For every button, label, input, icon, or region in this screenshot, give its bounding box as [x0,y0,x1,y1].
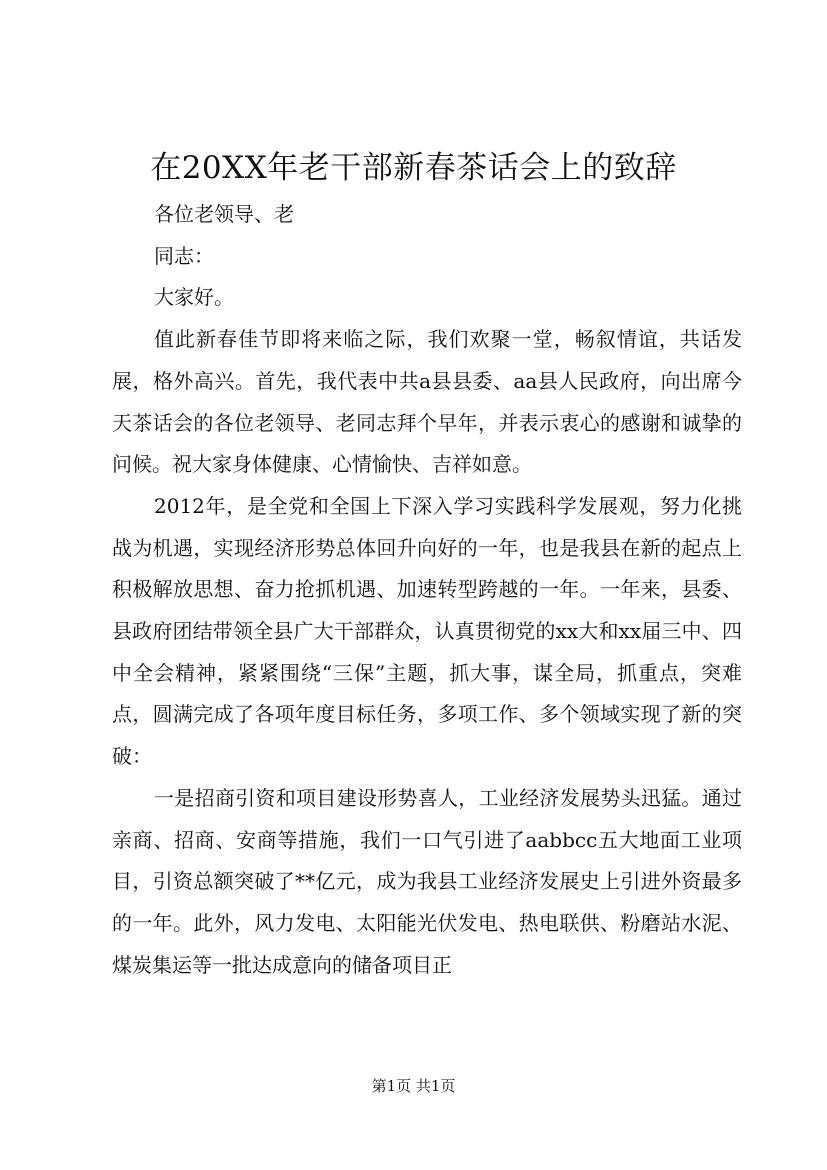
document-title: 在20XX年老干部新春茶话会上的致辞 [150,150,677,186]
greeting: 大家好。 [154,285,234,310]
paragraph-opening: 值此新春佳节即将来临之际，我们欢聚一堂，畅叙情谊，共话发展，格外高兴。首先，我代表中共a县县委、aa县人民政府，向出席今天茶话会的各位老领导、老同志拜个早年，并表示衷心的感谢和诚挚的问候。祝大家身体健康、心情愉快、吉祥如意。 [112,327,742,477]
paragraph-year-review: 2012年，是全党和全国上下深入学习实践科学发展观，努力化挑战为机遇，实现经济形势总体回升向好的一年，也是我县在新的起点上积极解放思想、奋力抢抓机遇、加速转型跨越的一年。一年来，县委、县政府团结带领全县广大干部群众，认真贯彻党的xx大和xx届三中、四中全会精神，紧紧围绕“三保”主题，抓大事，谋全局，抓重点，突难点，圆满完成了各项年度目标任务，多项工作、多个领域实现了新的突破： [112,493,742,769]
page-footer: 第1页 共1页 [371,1077,456,1095]
salutation-line-1: 各位老领导、老 [154,202,294,226]
paragraph-investment: 一是招商引资和项目建设形势喜人，工业经济发展势头迅猛。通过亲商、招商、安商等措施，我们一口气引进了aabbcc五大地面工业项目，引资总额突破了**亿元，成为我县工业经济发展史上引进外资最多的一年。此外，风力发电、太阳能光伏发电、热电联供、粉磨站水泥、煤炭集运等一批达成意向的储备项目正 [112,785,742,977]
salutation-line-2: 同志： [154,243,214,268]
document-body [112,194,742,986]
